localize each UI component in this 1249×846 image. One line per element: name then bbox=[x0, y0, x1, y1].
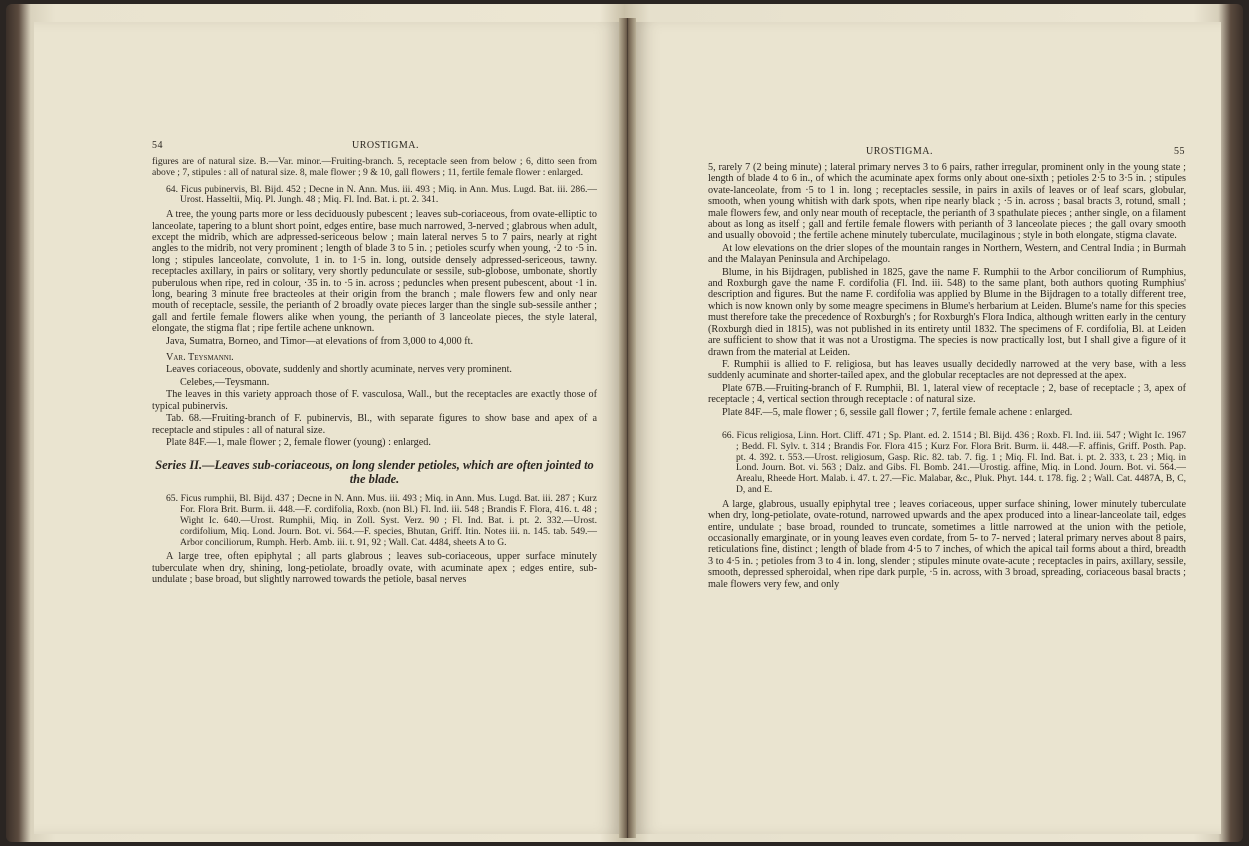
plate-caption-84f: Plate 84F.—5, male flower ; 6, sessile gall flower ; 7, fertile female achene : enlarged. bbox=[722, 406, 1073, 418]
open-book bbox=[6, 4, 1243, 842]
page-number: 54 bbox=[152, 140, 163, 151]
book-gutter bbox=[619, 18, 636, 838]
paragraph-affinity: F. Rumphii is allied to F. religiosa, but has leaves usually decidedly narrowed at the very base, with a less suddenly acuminate and shorter-tailed apex, and the globular receptacles are not depressed at the apex. bbox=[708, 358, 1186, 382]
series-heading: Series II.—Leaves sub-coriaceous, on long slender petioles, which are often jointed to the blade. bbox=[155, 458, 594, 487]
tab-caption-68: Tab. 68.—Fruiting-branch of F. pubinervis, Bl., with separate figures to show base and apex of a receptacle and stipules : all of natural size. bbox=[152, 413, 597, 436]
species-description-66: A large, glabrous, usually epiphytal tree ; leaves coriaceous, upper surface shining, lower minutely tuberculate when dry, long-petiolate, ovate-rotund, narrowed upwards and the apex produced into a linear-lanceolate tail, edges entire, undulate ; base broad, rounded to truncate, sometimes a little narrowed at the union with the petiole, occasionally emarginate, or in young leaves even cordate, from 5- to 7- nerved ; lateral primary nerves about 8 pairs, reticulations fine, distinct ; length of blade from 4·5 to 7 inches, of which the apical tail forms about a third, breadth 3 to 4·5 in. ; petioles from 3 to 4 in. long, slender ; stipules minute ovate-acute ; receptacles in pairs, axillary, sessile, smooth, depressed spheroidal, when ripe dark purple, ·5 in. across, with 3 broad, spreading, coriaceous basal bracts ; male flowers very few, and only bbox=[708, 498, 1186, 590]
variety-locality: Celebes,—Teysmann. bbox=[180, 376, 270, 388]
variety-title: Var. Teysmanni. bbox=[166, 352, 234, 364]
variety-description: Leaves coriaceous, obovate, suddenly and shortly acuminate, nerves very prominent. bbox=[166, 364, 512, 376]
plate-caption-67b: Plate 67B.—Fruiting-branch of F. Rumphii, Bl. 1, lateral view of receptacle ; 2, base of receptacle ; 3, apex of receptacle ; 4, vertical section through receptacle : of natural size. bbox=[708, 382, 1186, 406]
species-range-64: Java, Sumatra, Borneo, and Timor—at elevations of from 3,000 to 4,000 ft. bbox=[166, 335, 473, 347]
right-page-body bbox=[708, 162, 1186, 591]
species-description-65: A large tree, often epiphytal ; all parts glabrous ; leaves sub-coriaceous, upper surface minutely tuberculate when dry, shining, long-petiolate, broadly ovate, with acuminate apex ; edges entire, sub-undulate ; base broad, but slightly narrowed towards the petiole, basal nerves bbox=[152, 551, 597, 586]
paragraph-nomenclature: Blume, in his Bijdragen, published in 1825, gave the name F. Rumphii to the Arbor conciliorum of Rumphius, and Roxburgh gave the name F. cordifolia (Fl. Ind. iii. 548) to the same plant, both authors quoting Rumphius' description and figures. But the name F. cordifolia was applied by Blume in the Bijdragen to a totally different tree, which is now known only by some meagre specimens in Blume's herbarium at Leiden. Blume's name for this species must therefore take the precedence of Roxburgh's ; for Roxburgh's Flora Indica, although written early in the century (Roxburgh died in 1815), was not published in its entirety until 1832. The specimens of F. cordifolia, Bl. at Leiden are sufficient to show that it was not a Urostigma. The species is now practically lost, but I shall give a figure of it drawn from the material at Leiden. bbox=[708, 266, 1186, 358]
left-page bbox=[34, 22, 619, 834]
left-page-body bbox=[152, 157, 597, 587]
plate-caption-84f: Plate 84F.—1, male flower ; 2, female flower (young) : enlarged. bbox=[166, 436, 431, 448]
running-head: UROSTIGMA. bbox=[866, 146, 933, 157]
page-number: 55 bbox=[1174, 146, 1185, 157]
species-entry-65: 65. Ficus rumphii, Bl. Bijd. 437 ; Decne in N. Ann. Mus. iii. 493 ; Miq. in Ann. Mus. Lugd. Bat. iii. 287 ; Kurz For. Flora Brit. Burm. ii. 448.—F. cordifolia, Roxb. (non Bl.) Fl. Ind. iii. 548 ; Brandis F. Flora, 416. t. 48 ; Wight Ic. 640.—Urost. Rumphii, Miq. in Zoll. Syst. Verz. 90 ; Fl. Ind. Bat. i. pt. 2. 332.—Urost. cordifolium, Miq. Lond. Journ. Bot. vi. 564.—F. species, Bhutan, Griff. Itin. Notes iii. n. 145. tab. 549.—Arbor conciliorum, Rumph. Herb. Amb. iii. t. 91, 92 ; Wall. Cat. 4484, sheets A to G. bbox=[166, 493, 597, 548]
paragraph-continued: 5, rarely 7 (2 being minute) ; lateral primary nerves 3 to 6 pairs, rather irregular, prominent only in the young state ; length of blade 4 to 6 in., of which the acuminate apex forms only about one-sixth ; petioles 2·5 to 3·5 in. ; stipules ovate-lanceolate, from ·5 to 1 in. long ; receptacles sessile, in pairs in axils of leaves or of leaf scars, globular, smooth, when young whitish with dark spots, when ripe nearly black ; ·5 in. across ; basal bracts 3, rotund, small ; male flowers few, and only near mouth of receptacle, the perianth of 3 spathulate pieces ; anther single, on a filament about as long as itself ; gall and fertile female flowers with perianth of 3 lanceolate pieces ; the gall ovary smooth and usually obovoid ; the fertile achene minutely tuberculate, mucilaginous ; style in both elongate, stigma clavate. bbox=[708, 162, 1186, 242]
figure-caption-continued: figures are of natural size. B.—Var. minor.—Fruiting-branch. 5, receptacle seen from below ; 6, ditto seen from above ; 7, stipules : all of natural size. 8, male flower ; 9 & 10, gall flowers ; 11, fertile female flower : enlarged. bbox=[152, 156, 597, 178]
paragraph-range: At low elevations on the drier slopes of the mountain ranges in Northern, Western, and Central India ; in Burmah and the Malayan Peninsula and Archipelago. bbox=[708, 242, 1186, 266]
right-page bbox=[636, 22, 1221, 834]
species-description-64: A tree, the young parts more or less deciduously pubescent ; leaves sub-coriaceous, from ovate-elliptic to lanceolate, tapering to a blunt short point, edges entire, base much narrowed, 3-nerved ; glabrous when adult, except the midrib, which are adpressed-sericeous below ; main lateral nerves 5 to 7 pairs, nearly at right angles to the midrib, not very prominent ; length of blade 3 to 5 in. ; petioles scurfy when young, ·2 to ·5 in. long ; stipules lanceolate, convolute, 1 in. to 1·5 in. long, outside densely adpressed-sericeous, tawny. receptacles axillary, in pairs or solitary, very shortly pedunculate or sessile, sub-globose, umbonate, shortly puberulous when ripe, red in colour, ·35 in. to ·5 in. across ; peduncles when present pubescent, about ·1 in. long, bearing 3 minute free bracteoles at their origin from the branch ; male flowers few and only near mouth of receptacle, sessile, the perianth of 2 broadly ovate pieces larger than the single sub-sessile anther ; gall and fertile female flowers alike when young, the perianth of 3 lanceolate pieces, the style lateral, elongate, the stigma flat ; ripe fertile achene unknown. bbox=[152, 209, 597, 335]
variety-note: The leaves in this variety approach those of F. vasculosa, Wall., but the receptacles are exactly those of typical pubinervis. bbox=[152, 389, 597, 412]
species-entry-66: 66. Ficus religiosa, Linn. Hort. Cliff. 471 ; Sp. Plant. ed. 2. 1514 ; Bl. Bijd. 436 ; Roxb. Fl. Ind. iii. 547 ; Wight Ic. 1967 ; Bedd. Fl. Sylv. t. 314 ; Brandis For. Flora 415 ; Kurz For. Flora Brit. Burm. ii. 448.—F. affinis, Griff. Posth. Pap. pt. 4. 392. t. 553.—Urost. religiosum, Gasp. Ric. 82. tab. 7. fig. 1 ; Miq. Fl. Ind. Bat. i. pt. 2. 333, t. 23 ; Miq. in Lond. Journ. Bot. vi. 563 ; Dalz. and Gibs. Fl. Bomb. 241.—Urostig. affine, Miq. in Lond. Journ. Bot. vi. 564.—Arealu, Rheede Hort. Malab. i. 47. t. 27.—Fic. Malabar, &c., Pluk. Phyt. 144. t. 178. fig. 2 ; Wall. Cat. 4487A, B, C, D, and E. bbox=[722, 429, 1186, 495]
species-entry-64: 64. Ficus pubinervis, Bl. Bijd. 452 ; Decne in N. Ann. Mus. iii. 493 ; Miq. in Ann. Mus. Lugd. Bat. iii. 286.—Urost. Hasseltii, Miq. Pl. Jungh. 48 ; Miq. Fl. Ind. Bat. i. pt. 2. 341. bbox=[166, 183, 597, 206]
running-head: UROSTIGMA. bbox=[352, 140, 419, 151]
